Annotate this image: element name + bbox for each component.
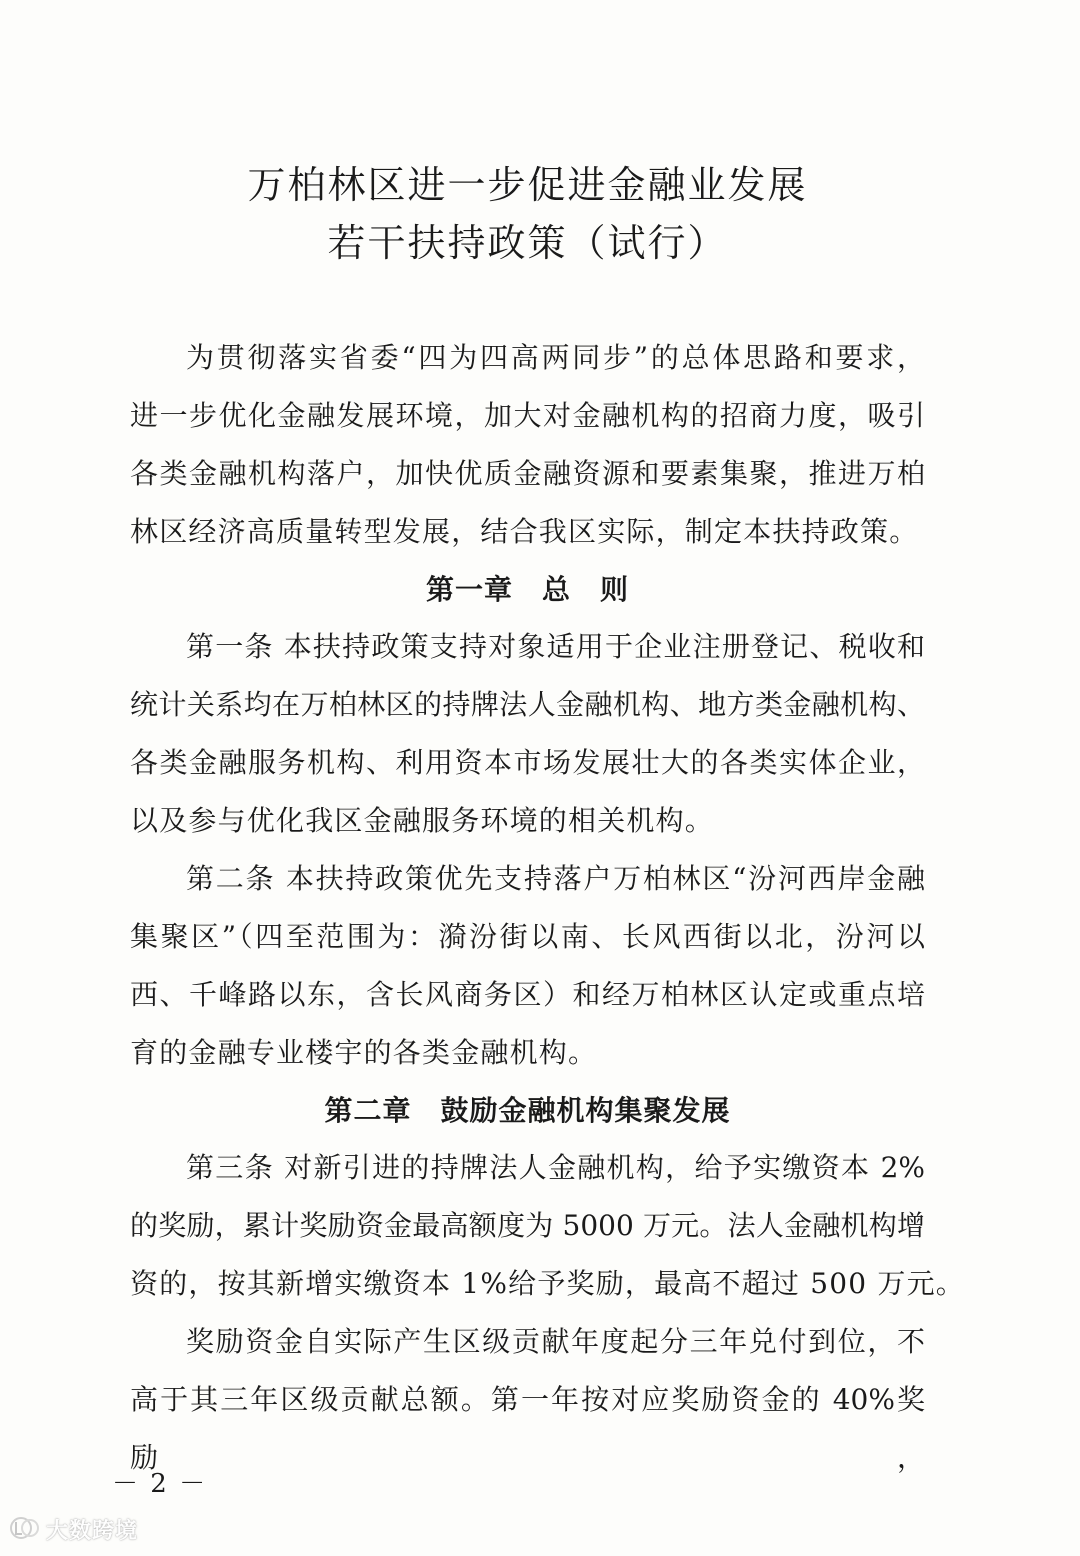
brand-logo-icon: [8, 1515, 42, 1545]
watermark-text: 大数跨境: [46, 1519, 139, 1544]
article-3-line: 的奖励，累计奖励资金最高额度为 5000 万元。法人金融机构增: [130, 1209, 925, 1243]
article-2-line: 育的金融专业楼宇的各类金融机构。: [130, 1035, 598, 1069]
reward-paragraph-line: 奖励资金自实际产生区级贡献年度起分三年兑付到位，不: [186, 1325, 925, 1359]
chapter-1-heading: 第一章 总 则: [425, 572, 629, 606]
preamble-line: 进一步优化金融发展环境，加大对金融机构的招商力度，吸引: [130, 398, 925, 432]
watermark: [8, 1514, 138, 1545]
page-number: － 2 －: [112, 1469, 208, 1499]
article-3-line: 资的，按其新增实缴资本 1%给予奖励，最高不超过 500 万元。: [130, 1267, 965, 1301]
document-body: [130, 329, 965, 1474]
preamble-line: 林区经济高质量转型发展，结合我区实际，制定本扶持政策。: [130, 514, 919, 548]
article-1-line: 统计关系均在万柏林区的持牌法人金融机构、地方类金融机构、: [130, 688, 925, 722]
article-2-line: 西、千峰路以东，含长风商务区）和经万柏林区认定或重点培: [130, 977, 925, 1011]
article-1-line: 各类金融服务机构、利用资本市场发展壮大的各类实体企业，: [130, 746, 925, 780]
article-1-line: 第一条 本扶持政策支持对象适用于企业注册登记、税收和: [186, 630, 925, 664]
preamble-line: 为贯彻落实省委“四为四高两同步”的总体思路和要求，: [186, 341, 925, 374]
article-3-line: 第三条 对新引进的持牌法人金融机构，给予实缴资本 2%: [186, 1151, 925, 1185]
chapter-2-heading: 第二章 鼓励金融机构集聚发展: [324, 1093, 731, 1127]
article-1-line: 以及参与优化我区金融服务环境的相关机构。: [130, 804, 715, 838]
document-title: [130, 156, 925, 272]
article-2-line: 集聚区”（四至范围为：漪汾街以南、长风西街以北，汾河以: [130, 919, 925, 953]
title-line-1: 万柏林区进一步促进金融业发展: [247, 163, 808, 207]
article-2-line: 第二条 本扶持政策优先支持落户万柏林区“汾河西岸金融: [186, 862, 925, 896]
reward-paragraph-line: 高于其三年区级贡献总额。第一年按对应奖励资金的 40%奖励，: [130, 1383, 925, 1474]
title-line-2: 若干扶持政策（试行）: [327, 221, 728, 265]
preamble-line: 各类金融机构落户，加快优质金融资源和要素集聚，推进万柏: [130, 456, 925, 490]
